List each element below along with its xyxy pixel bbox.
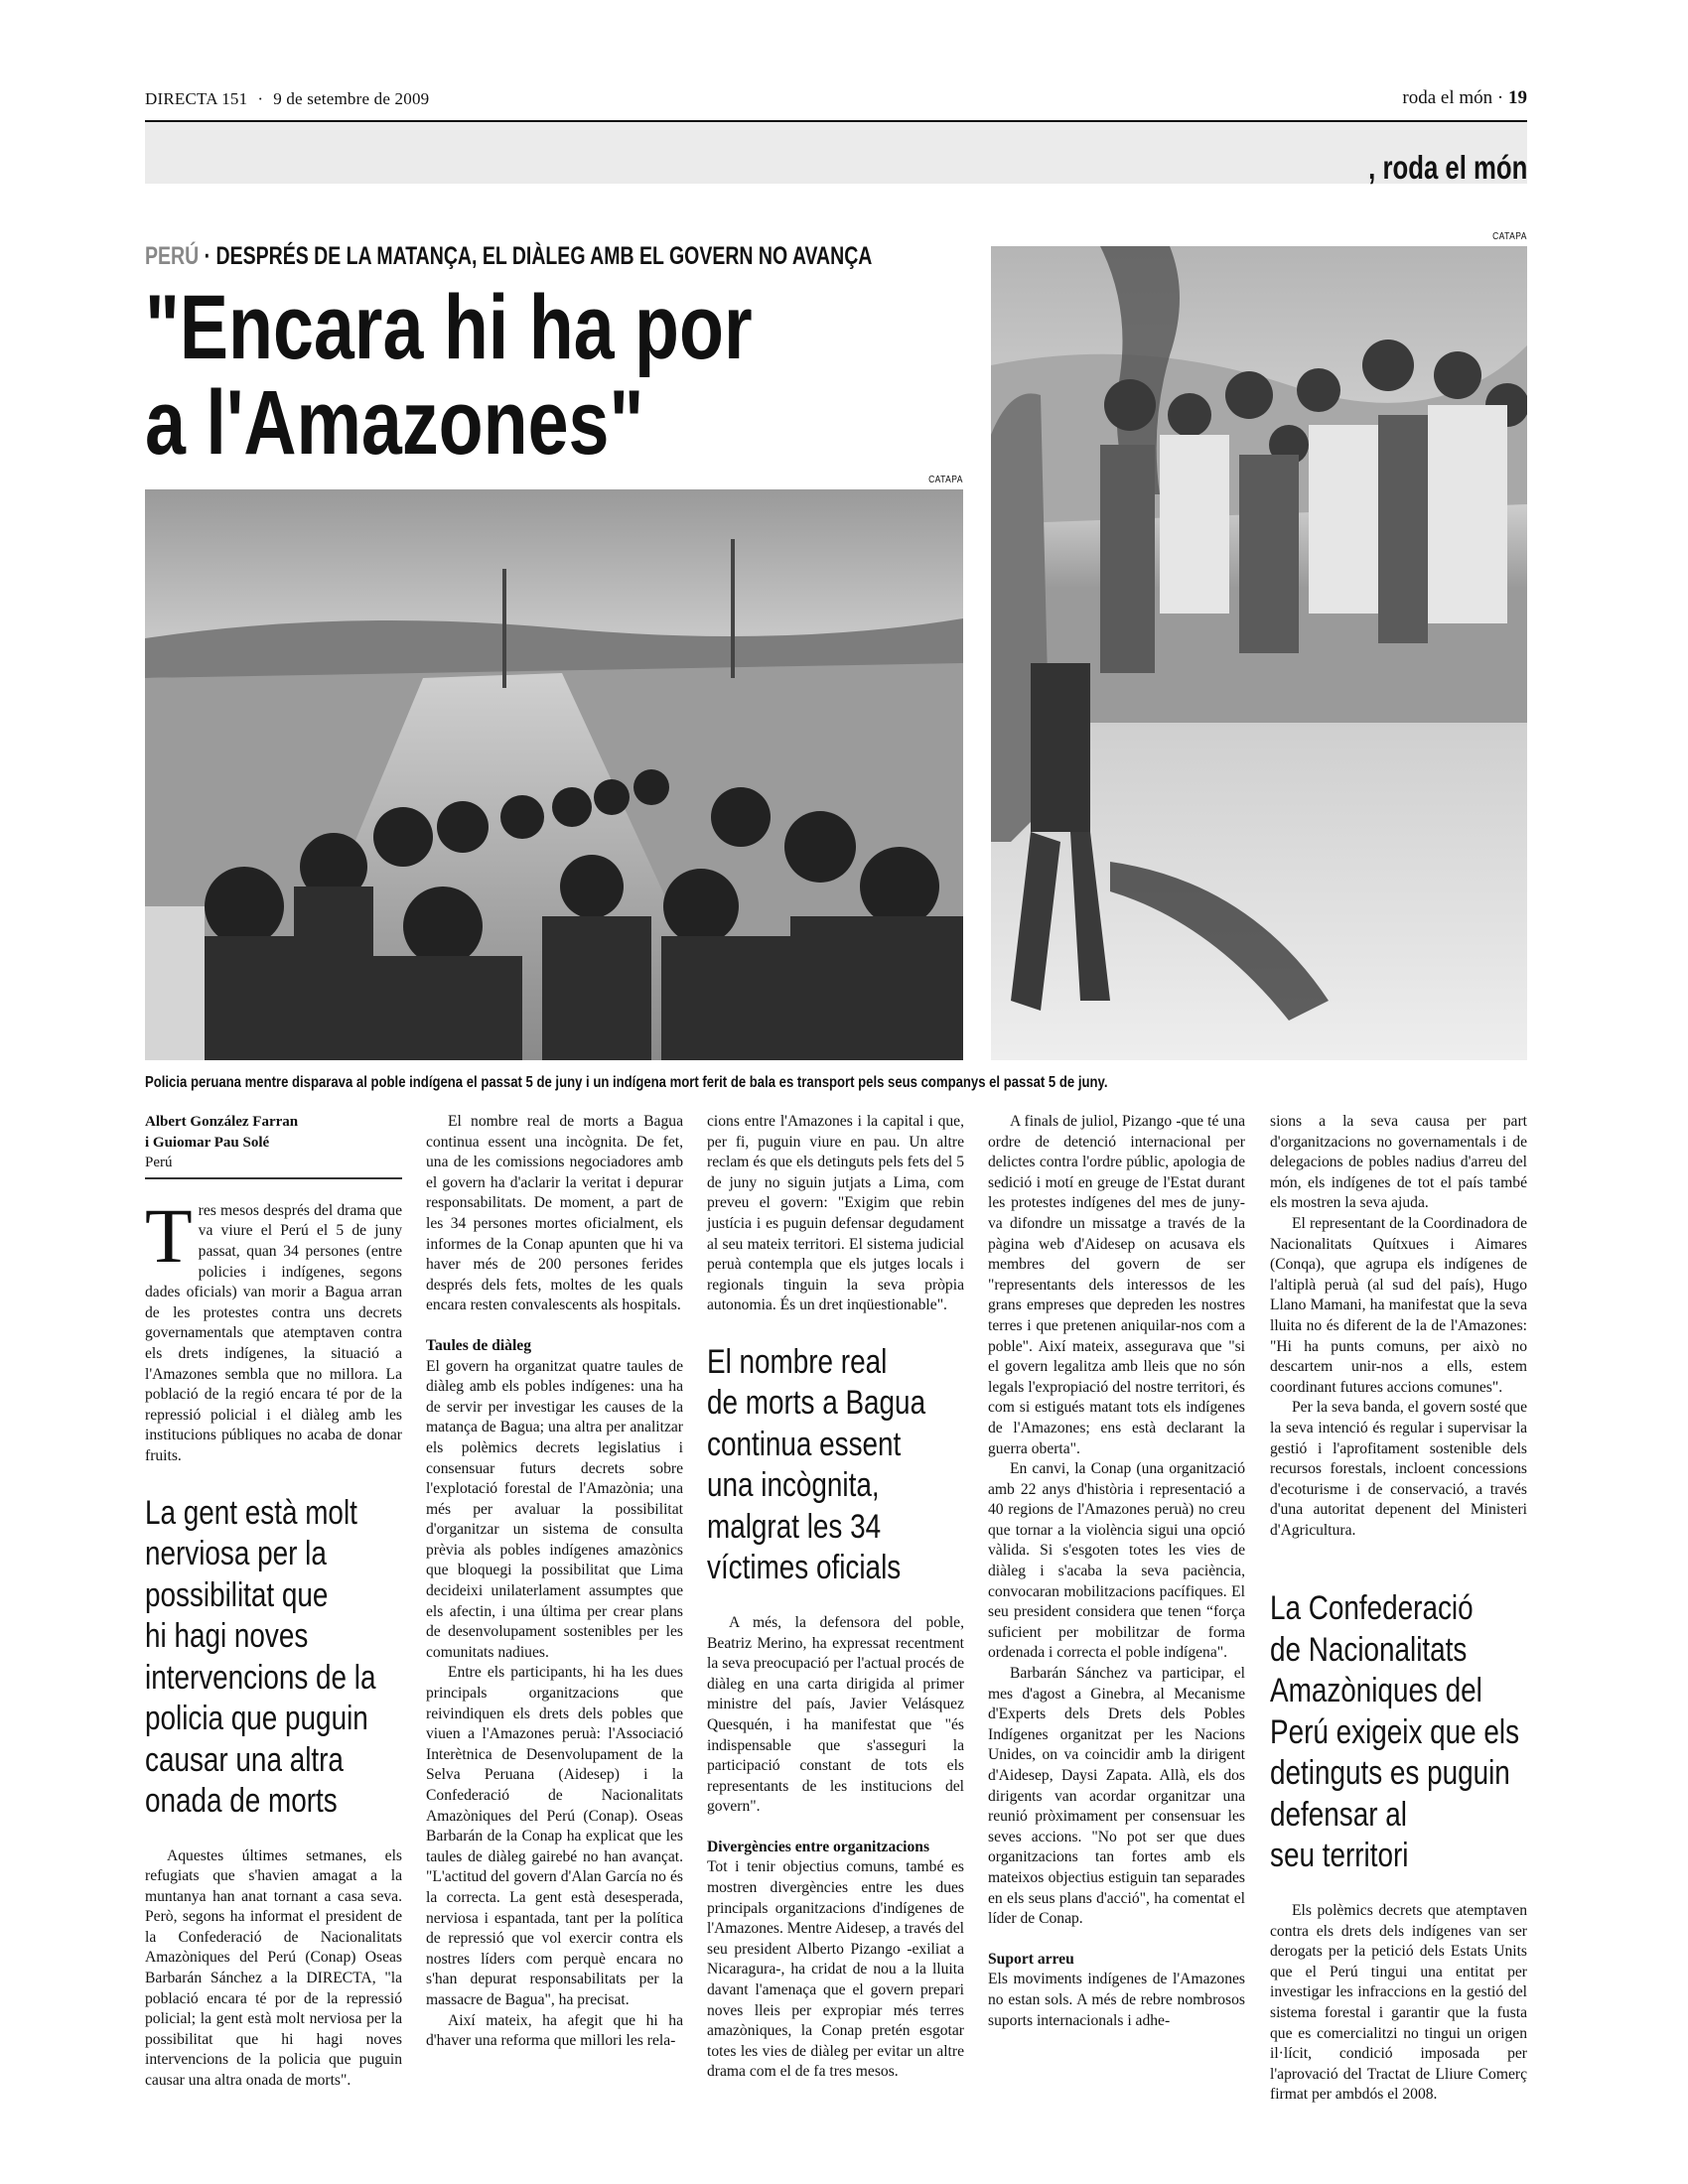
section-name: roda el món	[1402, 87, 1493, 108]
pull-quote-line: víctimes oficials	[707, 1549, 902, 1587]
paragraph: Els moviments indígenes de l'Amazones no estan sols. A més de rebre nombrosos suports internacionals i adhe-	[988, 1971, 1245, 2029]
pull-quote-line: defensar al	[1270, 1795, 1407, 1834]
subheading: Taules de diàleg	[426, 1336, 532, 1354]
author-name: i Guiomar Pau Solé	[145, 1134, 270, 1151]
page-number: 19	[1508, 87, 1527, 108]
pull-quote-line: nerviosa per la	[145, 1535, 327, 1572]
pull-quote	[707, 1342, 964, 1589]
article-column-2	[426, 1112, 683, 2052]
article-column-3	[707, 1112, 964, 2083]
separator: ·	[1496, 87, 1504, 108]
photo-credit: CATAPA	[1492, 231, 1527, 242]
pull-quote-line: El nombre real	[707, 1342, 888, 1381]
pull-quote-line: hi hagi noves	[145, 1617, 309, 1655]
paragraph: El representant de la Coordinadora de Nacionalitats Quítxues i Aimares (Conqa), que agrupa els indígenes de l'altiplà peruà (al sud del país), Hugo Llano Mamani, ha manifestat que la seva lluita no és diferent de la de l'Amazones: "Hi ha punts comuns, per això no descartem unir-nos a ells, estem coordinant futures accions comunes".	[1270, 1214, 1527, 1396]
section-band	[145, 122, 1527, 184]
paragraph: sions a la seva causa per part d'organitzacions no governamentals i de delegacions de pobles nadius d'arreu del món, els indígenes de tot el país també els mostren la seva ajuda.	[1270, 1113, 1527, 1212]
pull-quote-line: policia que puguin	[145, 1700, 368, 1737]
pull-quote-line: de morts a Bagua	[707, 1384, 926, 1423]
headline	[145, 277, 753, 474]
pull-quote-line: detinguts es puguin	[1270, 1754, 1510, 1793]
lead-paragraph	[145, 1191, 402, 1467]
headline-line: "Encara hi ha por	[145, 277, 753, 378]
byline-location: Perú	[145, 1155, 173, 1171]
subheading: Divergències entre organitzacions	[707, 1838, 930, 1855]
paragraph: Entre els participants, hi ha les dues principals organitzacions que reivindiquen els drets dels pobles que viuen a l'Amazones peruà: l'Associació Interètnica de Desenvolupament de la Selva Peruana (Aidesep) i la Confederació de Nacionalitats Amazòniques del Perú (Conap). Oseas Barbarán de la Conap ha explicat que les taules de diàleg gairebé no han avançat. "L'actitud del govern d'Alan García no és la correcta. La gent està desesperada, nerviosa i espantada, tant per la política de repressió que vol exercir contra els nostres líders com perquè encara no s'han depurat responsabilitats per la massacre de Bagua", ha precisat.	[426, 1664, 683, 2008]
pull-quote-line: La gent està molt	[145, 1493, 357, 1532]
issue-date	[145, 89, 429, 109]
byline	[145, 1112, 402, 1173]
pull-quote-line: intervencions de la	[145, 1658, 376, 1697]
article-column-5	[1270, 1112, 1527, 2106]
paragraph: cions entre l'Amazones i la capital i que, per fi, puguin viure en pau. Un altre reclam és que els detinguts pels fets del 5 de juny no siguin jutjats a Lima, com preveu el govern: "Exigim que rebin justícia i es puguin defensar degudament al seu mateix territori. El sistema judicial peruà contempla que els jutges locals i regionals tinguin la seva pròpia autonomia. És un dret inqüestionable".	[707, 1113, 964, 1314]
pull-quote-line: una incògnita,	[707, 1466, 880, 1505]
section-title: , roda el món	[1367, 149, 1527, 186]
pull-quote-line: malgrat les 34	[707, 1507, 882, 1546]
pull-quote-line: causar una altra	[145, 1740, 344, 1779]
headline-line: a l'Amazones"	[145, 372, 644, 474]
publication-name: DIRECTA 151	[145, 89, 248, 108]
pull-quote-line: La Confederació	[1270, 1589, 1474, 1628]
paragraph-text: res mesos després del drama que va viure el Perú el 5 de juny passat, quan 34 persones (entre policies i indígenes, segons dades oficials) van morir a Bagua arran de les protestes contra uns decrets governamentals que atemptaven contra els drets indígenes, la situació a l'Amazones sembla que no millora. La població de la regió encara té por de la repressió policial i el diàleg amb les institucions públiques no acaba de donar fruits.	[145, 1201, 402, 1464]
photo-credit: CATAPA	[928, 475, 963, 485]
kicker-country: PERÚ	[145, 242, 200, 270]
author-name: Albert González Farran	[145, 1114, 299, 1130]
pull-quote-line: continua essent	[707, 1425, 902, 1463]
pull-quote-line: seu territori	[1270, 1837, 1409, 1875]
paragraph: Barbarán Sánchez va participar, el mes d'agost a Ginebra, al Mecanisme d'Experts dels Drets dels Pobles Indígenes organitzat per les Nacions Unides, on va coincidir amb la dirigent d'Aidesep, Daysi Zapata. Allà, els dos dirigents van acordar organitzar una reunió pròximament per consensuar les seves accions. "No pot ser que dues organitzacions tan fortes amb els mateixos objectius estiguin tan separades en els seus plans d'acció", ha comentat el líder de Conap.	[988, 1665, 1245, 1928]
drop-cap: T	[145, 1191, 193, 1279]
paragraph: Tot i tenir objectius comuns, també es mostren divergències entre les dues principals organitzacions d'indígenes de l'Amazones. Mentre Aidesep, a través del seu president Alberto Pizango -exiliat a Nicaragura-, ha cridat de nou a la lluita davant l'amenaça que el govern prepari noves lleis per expropiar més terres amazòniques, la Conap pretén esgotar totes les vies de diàleg per evitar un altre drama com el de fa tres mesos.	[707, 1858, 964, 2081]
pull-quote-line: possibilitat que	[145, 1575, 329, 1614]
paragraph: A més, la defensora del poble, Beatriz Merino, ha expressat recentment la seva preocupació per l'actual procés de diàleg en una carta dirigida al primer ministre del país, Javier Velásquez Quesquén, i ha manifestat que "és indispensable que s'asseguri la participació constant de tots els representants de les institucions del govern".	[707, 1613, 964, 1816]
article-column-1	[145, 1112, 402, 2092]
photo-crowd	[991, 246, 1527, 1060]
pull-quote-line: Perú exigeix que els	[1270, 1712, 1520, 1751]
separator: ·	[199, 242, 216, 270]
article-kicker	[145, 242, 872, 271]
pull-quote-line: Amazòniques del	[1270, 1672, 1482, 1710]
kicker-text: DESPRÉS DE LA MATANÇA, EL DIÀLEG AMB EL GOVERN NO AVANÇA	[215, 242, 873, 270]
article-column-4	[988, 1112, 1245, 2031]
paragraph: Els polèmics decrets que atemptaven contra els drets dels indígenes van ser derogats per la petició dels Estats Units que el Perú tingui una entitat per investigar les infraccions en la gestió del sistema forestal i garantir que la fusta que es comercialitzi no tingui un origen il·lícit, condició imposada per l'aprovació del Tractat de Lliure Comerç firmat per ambdós el 2008.	[1270, 1901, 1527, 2104]
paragraph: Per la seva banda, el govern sosté que la seva intenció és regular i supervisar la gestió i l'aprofitament sostenible dels recursos forestals, incloent concessions d'ecoturisme i de conservació, a través d'una autoritat depenent del Ministeri d'Agricultura.	[1270, 1399, 1527, 1539]
pull-quote-line: onada de morts	[145, 1782, 338, 1820]
paragraph: Així mateix, ha afegit que hi ha d'haver una reforma que millori les rela-	[426, 2011, 683, 2050]
paragraph: El govern ha organitzat quatre taules de diàleg amb els pobles indígenes: una ha de servir per investigar les causes de la matança de Bagua; una altra per analitzar els polèmics decrets legislatius i consensuar futurs decrets sobre l'explotació forestal de l'Amazònia; una més per avaluar la possibilitat d'organitzar un sistema de consulta prèvia als pobles indígenes amazònics que bloquegi la possibilitat que Lima decideixi unilaterlament assumptes que els afectin, i una última per crear plans de desenvolupament sostenibles per les comunitats nadiues.	[426, 1357, 683, 1661]
photo-caption: Policia peruana mentre disparava al poble indígena el passat 5 de juny i un indígena mort ferit de bala es transport pels seus companys el passat 5 de juny.	[145, 1074, 1108, 1091]
photo-police	[145, 489, 963, 1060]
paragraph: El nombre real de morts a Bagua continua essent una incògnita. De fet, una de les comissions negociadores amb el govern ha d'aclarir la veritat i depurar responsabilitats. De moment, a part de les 34 persones mortes oficialment, els informes de la Conap apunten que hi va haver més de 200 persones ferides després dels fets, moltes de les quals encara resten convalescents als hospitals.	[426, 1113, 683, 1314]
paragraph: A finals de juliol, Pizango -que té una ordre de detenció internacional per delictes contra l'ordre públic, apologia de sedició i motí en greuge de l'Estat durant les protestes indígenes del mes de juny- va difondre un missatge a través de la pàgina web d'Aidesep on acusava els membres del govern de ser "representants dels interessos de les grans empreses que depreden les nostres terres i que pretenen aniquilar-nos com a poble". Així mateix, assegurava que "si el govern legalitza amb lleis que no són legals l'expropiació del nostre territori, és com si estigués matant tots els indígenes de l'Amazones; ens està declarant la guerra oberta".	[988, 1113, 1245, 1457]
byline-rule	[145, 1177, 402, 1179]
paragraph: Aquestes últimes setmanes, els refugiats que s'havien amagat a la muntanya han anat tornant a casa seva. Però, segons ha informat el president de la Confederació de Nacionalitats Amazòniques del Perú (Conap) Oseas Barbarán Sánchez a la DIRECTA, "la població encara té por de la repressió policial; la gent està molt nerviosa per la possibilitat que hi hagi noves intervencions de la policia que puguin causar una altra onada de morts".	[145, 1846, 402, 2090]
separator: ·	[257, 89, 264, 108]
page-section-number	[1402, 87, 1527, 109]
pull-quote	[145, 1493, 402, 1823]
subheading: Suport arreu	[988, 1950, 1074, 1968]
pull-quote	[1270, 1588, 1527, 1877]
paragraph: En canvi, la Conap (una organització amb 22 anys d'història i representació a 40 regions de l'Amazones peruà) no creu que tornar a la violència sigui una opció vàlida. Si s'esgoten totes les vies de diàleg i s'acaba la seva paciència, convocaran mobilitzacions pacífiques. El seu president considera que tenen “força suficient per mobilitzar de forma ordenada i correcta el poble indígena".	[988, 1460, 1245, 1662]
pull-quote-line: de Nacionalitats	[1270, 1630, 1468, 1669]
issue-date-text: 9 de setembre de 2009	[273, 89, 430, 108]
